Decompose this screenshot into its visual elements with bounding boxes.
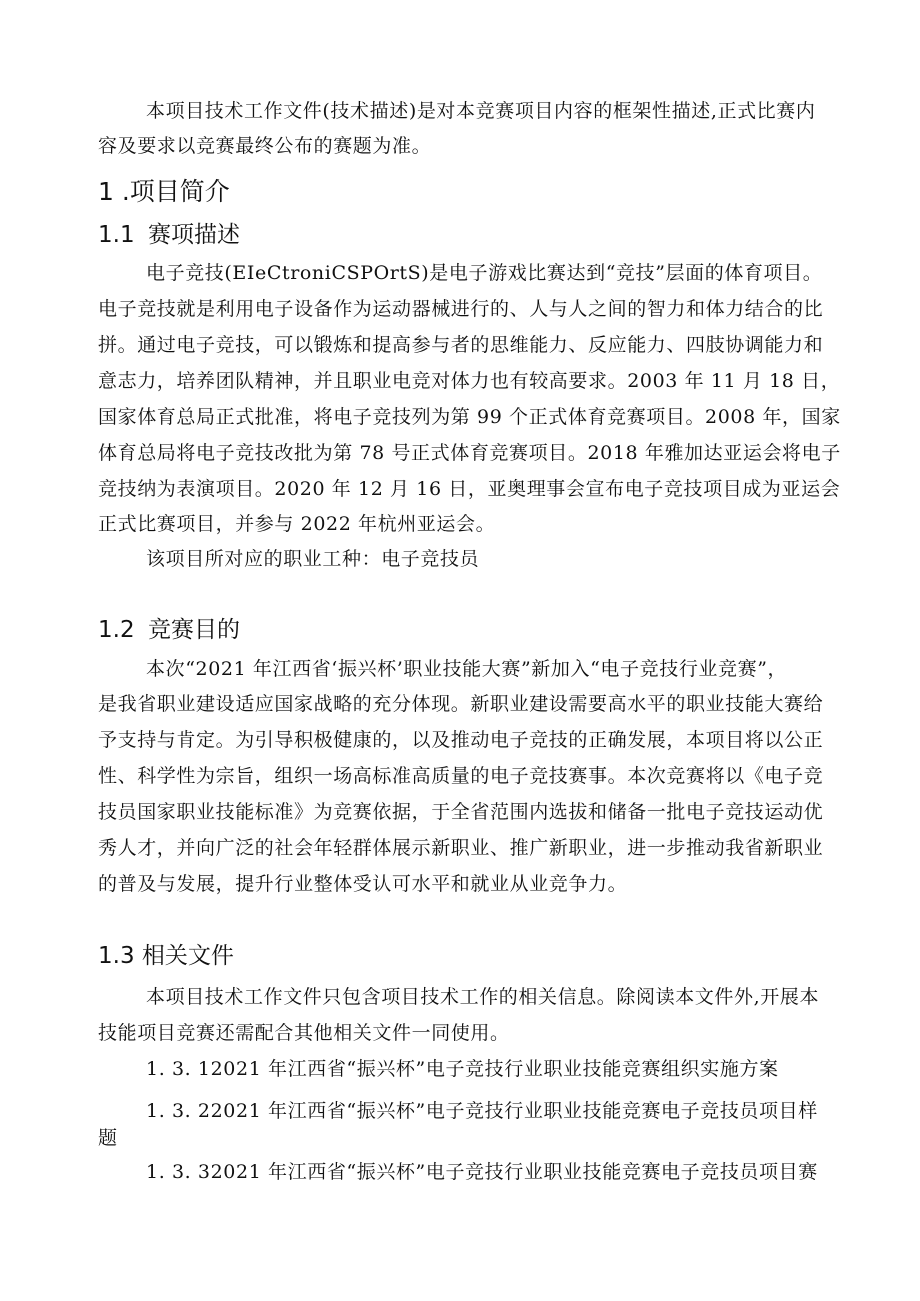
section-1-1-line-5: 国家体育总局正式批准，将电子竞技列为第 99 个正式体育竞赛项目。2008 年，国家 bbox=[98, 406, 841, 428]
related-doc-2-line-2: 题 bbox=[98, 1127, 118, 1149]
section-1-1-title: 赛项描述 bbox=[148, 222, 240, 248]
section-1-2-line-1: 本次“2021 年江西省‘振兴杯’职业技能大赛”新加入“电子竞技行业竞赛”， bbox=[146, 658, 788, 680]
section-1-2-line-7: 的普及与发展，提升行业整体受认可水平和就业从业竞争力。 bbox=[98, 873, 628, 895]
section-1-2-line-2: 是我省职业建设适应国家战略的充分体现。新职业建设需要高水平的职业技能大赛给 bbox=[98, 693, 824, 715]
section-1-1-line-1: 电子竞技(EIeCtroniCSPOrtS)是电子游戏比赛达到“竞技”层面的体育项目。 bbox=[146, 262, 823, 284]
section-1-1-line-8: 正式比赛项目，并参与 2022 年杭州亚运会。 bbox=[98, 513, 496, 535]
section-1-2-title: 竞赛目的 bbox=[148, 617, 240, 643]
section-1-heading: 1 .项目简介 bbox=[98, 177, 230, 206]
section-1-2-line-5: 技员国家职业技能标准》为竞赛依据，于全省范围内选拔和储备一批电子竞技运动优 bbox=[98, 801, 824, 823]
related-doc-2-line-1: 1. 3. 22021 年江西省“振兴杯”电子竞技行业职业技能竞赛电子竞技员项目样 bbox=[146, 1100, 818, 1122]
section-1-1-line-6: 体育总局将电子竞技改批为第 78 号正式体育竞赛项目。2018 年雅加达亚运会将电子 bbox=[98, 442, 841, 464]
section-1-3-heading: 1.3 相关文件 bbox=[98, 943, 234, 969]
section-1-2-line-4: 性、科学性为宗旨，组织一场高标准高质量的电子竞技赛事。本次竞赛将以《电子竞 bbox=[98, 765, 824, 787]
section-1-3-line-2: 技能项目竞赛还需配合其他相关文件一同使用。 bbox=[98, 1022, 510, 1044]
section-1-3-line-1: 本项目技术工作文件只包含项目技术工作的相关信息。除阅读本文件外,开展本 bbox=[146, 986, 820, 1008]
section-1-1-heading bbox=[98, 221, 240, 249]
section-1-2-number: 1.2 bbox=[98, 617, 135, 643]
section-1-1-line-3: 拼。通过电子竞技，可以锻炼和提高参与者的思维能力、反应能力、四肢协调能力和 bbox=[98, 334, 824, 356]
section-1-1-line-7: 竞技纳为表演项目。2020 年 12 月 16 日，亚奥理事会宣布电子竞技项目成为亚运会 bbox=[98, 478, 841, 500]
occupation-line: 该项目所对应的职业工种：电子竞技员 bbox=[146, 548, 480, 570]
section-1-1-line-2: 电子竞技就是利用电子设备作为运动器械进行的、人与人之间的智力和体力结合的比 bbox=[98, 298, 824, 320]
intro-line-2: 容及要求以竞赛最终公布的赛题为准。 bbox=[98, 135, 432, 157]
section-1-2-heading bbox=[98, 616, 240, 644]
related-doc-3: 1. 3. 32021 年江西省“振兴杯”电子竞技行业职业技能竞赛电子竞技员项目赛 bbox=[146, 1161, 818, 1183]
section-1-1-line-4: 意志力，培养团队精神，并且职业电竞对体力也有较高要求。2003 年 11 月 18 日， bbox=[98, 370, 841, 392]
section-1-1-number: 1.1 bbox=[98, 222, 135, 248]
related-doc-1: 1. 3. 12021 年江西省“振兴杯”电子竞技行业职业技能竞赛组织实施方案 bbox=[146, 1058, 779, 1080]
section-1-2-line-3: 予支持与肯定。为引导积极健康的，以及推动电子竞技的正确发展，本项目将以公正 bbox=[98, 729, 824, 751]
intro-line-1: 本项目技术工作文件(技术描述)是对本竞赛项目内容的框架性描述,正式比赛内 bbox=[146, 100, 816, 122]
section-1-2-line-6: 秀人才，并向广泛的社会年轻群体展示新职业、推广新职业，进一步推动我省新职业 bbox=[98, 837, 824, 859]
